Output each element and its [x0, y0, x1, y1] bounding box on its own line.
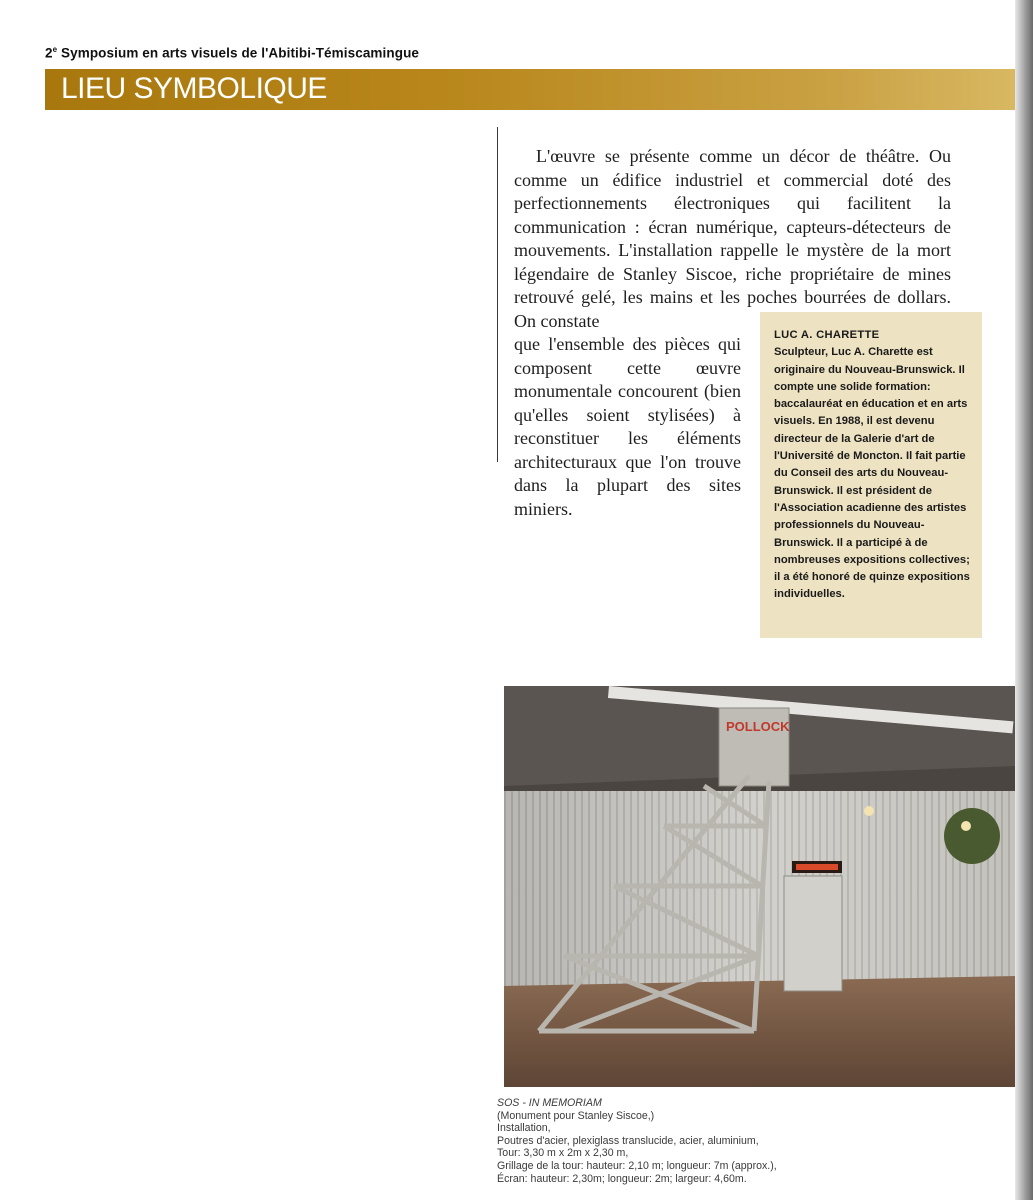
- caption-line: (Monument pour Stanley Siscoe,): [497, 1109, 655, 1122]
- installation-photo: [504, 686, 1015, 1087]
- header-ordinal-sup: e: [52, 45, 58, 54]
- artist-bio-text: Sculpteur, Luc A. Charette est originaire du Nouveau-Brunswick. Il compte une solide formation: baccalauréat en éducation et en arts visuels. En 1988, il est devenu directeur de la Galerie d'art de l'Université de Moncton. Il fait partie du Conseil des arts du Nouveau-Brunswick. Il est président de l'Association acadienne des artistes professionnels du Nouveau-Brunswick. Il a participé à de nombreuses expositions collectives; il a été honoré de quinze expositions individuelles.: [774, 346, 970, 601]
- pollock-sign: POLLOCK: [726, 719, 790, 734]
- caption-line: Écran: hauteur: 2,30m; longueur: 2m; largeur: 4,60m.: [497, 1172, 747, 1185]
- symposium-header: [45, 45, 419, 61]
- artist-bio-box: [760, 312, 982, 638]
- caption-title: SOS - IN MEMORIAM: [497, 1097, 602, 1109]
- title-band: [45, 69, 1015, 110]
- caption-line: Grillage de la tour: hauteur: 2,10 m; longueur: 7m (approx.),: [497, 1159, 777, 1172]
- main-paragraph: L'œuvre se présente comme un décor de théâtre. Ou comme un édifice industriel et commercial doté des perfectionnements électroniques qui facilitent la communication : écran numérique, capteurs-détecteurs de mouvements. L'installation rappelle le mystère de la mort légendaire de Stanley Siscoe, riche propriétaire de mines retrouvé gelé, les mains et les poches bourrées de dollars. On constate: [514, 146, 951, 331]
- header-title: Symposium en arts visuels de l'Abitibi-Témiscamingue: [57, 45, 420, 61]
- caption-line: Tour: 3,30 m x 2m x 2,30 m,: [497, 1147, 629, 1160]
- artist-name: LUC A. CHARETTE: [774, 329, 880, 341]
- section-title: LIEU SYMBOLIQUE: [61, 72, 327, 105]
- main-paragraph-continued: que l'ensemble des pièces qui composent cette œuvre monumentale concourent (bien qu'elles soient stylisées) à reconstituer les éléments architecturaux que l'on trouve dans la plupart des sites miniers.: [514, 334, 741, 519]
- plant: [944, 808, 1000, 864]
- column-rule: [497, 127, 498, 462]
- photo-caption: [497, 1097, 777, 1185]
- header-ordinal: 2: [45, 45, 53, 61]
- caption-line: Poutres d'acier, plexiglass translucide, acier, aluminium,: [497, 1134, 759, 1147]
- page-edge: [1015, 0, 1033, 1200]
- caption-line: Installation,: [497, 1122, 551, 1135]
